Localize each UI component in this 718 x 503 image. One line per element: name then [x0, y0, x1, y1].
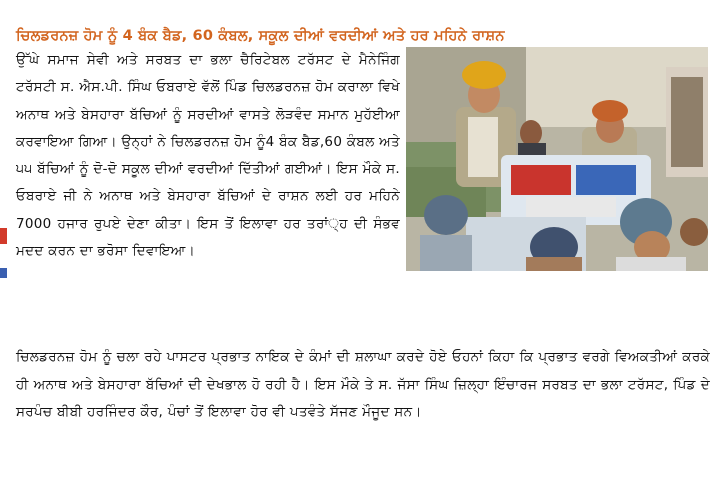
article-paragraph-1: ਉੱਘੇ ਸਮਾਜ ਸੇਵੀ ਅਤੇ ਸਰਬਤ ਦਾ ਭਲਾ ਚੈਰਿਟੇਬਲ ਟਰੱਸਟ ਦੇ ਮੈਨੇਜਿੰਗ ਟਰੱਸਟੀ ਸ. ਐਸ.ਪੀ. ਸਿੰਘ ਓਬਰਾਏ ਵੱਲੋਂ ਪਿੰਡ ਚਿਲਡਰਨਜ਼ ਹੋਮ ਕਰਾਲਾ ਵਿਖੇ ਅਨਾਥ ਅਤੇ ਬੇਸਹਾਰਾ ਬੱਚਿਆਂ ਨੂੰ ਸਰਦੀਆਂ ਵਾਸਤੇ ਲੋੜਵੰਦ ਸਮਾਨ ਮੁਹੱਈਆ ਕਰਵਾਇਆ ਗਿਆ। ਉਨ੍ਹਾਂ ਨੇ ਚਿਲਡਰਨਜ਼ ਹੋਮ ਨੂੰ4 ਬੰਕ ਬੈਡ,60 ਕੰਬਲ ਅਤੇ ੫੫ ਬੱਚਿਆਂ ਨੂੰ ਦੋ-ਦੋ ਸਕੂਲ ਦੀਆਂ ਵਰਦੀਆਂ ਦਿੱਤੀਆਂ ਗਈਆਂ। ਇਸ ਮੌਕੇ ਸ. ਓਬਰਾਏ ਜੀ ਨੇ ਅਨਾਥ ਅਤੇ ਬੇਸਹਾਰਾ ਬੱਚਿਆਂ ਦੇ ਰਾਸ਼ਨ ਲਈ ਹਰ ਮਹਿਨੇ 7000 ਹਜਾਰ ਰੁਪਏ ਦੇਣਾ ਕੀਤਾ। ਇਸ ਤੋਂ ਇਲਾਵਾ ਹਰ ਤਰਾਂ੍ਹ ਦੀ ਸੰਭਵ ਮਦਦ ਕਰਨ ਦਾ ਭਰੋਸਾ ਦਿਵਾਇਆ। — [16, 52, 400, 260]
donation-photo-illustration — [406, 47, 708, 271]
left-edge-blue-mark — [0, 268, 7, 278]
article-paragraph-2: ਚਿਲਡਰਨਜ਼ ਹੋਮ ਨੂੰ ਚਲਾ ਰਹੇ ਪਾਸਟਰ ਪ੍ਰਭਾਤ ਨਾਇਕ ਦੇ ਕੰਮਾਂ ਦੀ ਸ਼ਲਾਘਾ ਕਰਦੇ ਹੋਏ ਓਹਨਾਂ ਕਿਹਾ ਕਿ ਪ੍ਰਭਾਤ ਵਰਗੇ ਵਿਅਕਤੀਆਂ ਕਰਕੇ ਹੀ ਅਨਾਥ ਅਤੇ ਬੇਸਹਾਰਾ ਬੱਚਿਆਂ ਦੀ ਦੇਖਭਾਲ ਹੋ ਰਹੀ ਹੈ। ਇਸ ਮੌਕੇ ਤੇ ਸ. ਜੱਸਾ ਸਿੰਘ ਜ਼ਿਲ੍ਹਾ ਇੰਚਾਰਜ ਸਰਬਤ ਦਾ ਭਲਾ ਟਰੱਸਟ, ਪਿੰਡ ਦੇ ਸਰਪੰਚ ਬੀਬੀ ਹਰਜਿੰਦਰ ਕੌਰ, ਪੰਚਾਂ ਤੋਂ ਇਲਾਵਾ ਹੋਰ ਵੀ ਪਤਵੰਤੇ ਸੱਜਣ ਮੌਜੂਦ ਸਨ। — [16, 349, 710, 420]
donation-photo — [406, 47, 708, 271]
left-edge-red-mark — [0, 228, 7, 244]
article-headline: ਚਿਲਡਰਨਜ਼ ਹੋਮ ਨੂੰ 4 ਬੰਕ ਬੈਡ, 60 ਕੰਬਲ, ਸਕੂਲ ਦੀਆਂ ਵਰਦੀਆਂ ਅਤੇ ਹਰ ਮਹਿਨੇ ਰਾਸ਼ਨ — [16, 28, 505, 44]
